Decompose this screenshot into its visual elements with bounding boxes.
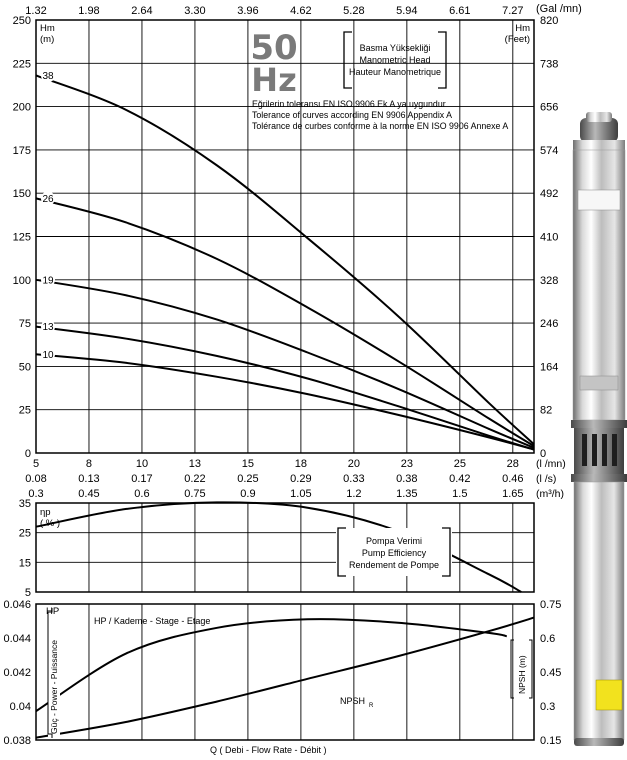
head-ylabel-right-line1: Hm: [515, 23, 530, 34]
head-curve-label-13: 13: [42, 322, 54, 334]
flow-m3h-tick-label: 1.5: [452, 488, 468, 500]
head-right-tick-label: 492: [540, 188, 559, 201]
head-left-tick-label: 200: [12, 101, 31, 114]
head-right-tick-label: 328: [540, 274, 559, 287]
power-left-tick-label: 0.044: [3, 633, 31, 645]
flow-ls-tick-label: 0.38: [396, 473, 418, 485]
head-ylabel-left-line1: Hm: [40, 23, 55, 34]
efficiency-tick-labels: [19, 498, 31, 599]
flow-ls-tick-label: 0.33: [343, 473, 365, 485]
flow-axis-ls-ticks: [25, 473, 523, 485]
flow-ls-tick-label: 0.25: [237, 473, 259, 485]
flow-m3h-tick-label: 1.65: [502, 488, 524, 500]
npsh-right-tick-label: 0.75: [540, 599, 562, 611]
power-left-tick-label: 0.046: [3, 599, 31, 611]
flow-lmin-tick-label: 8: [85, 458, 93, 470]
efficiency-ylabel-line1: ηp: [40, 507, 51, 518]
efficiency-chart-frame: [36, 503, 534, 592]
efficiency-title-line3: Rendement de Pompe: [348, 560, 440, 570]
npsh-curve: [36, 618, 534, 738]
tolerance-line1: Eğrilerin toleransı EN ISO 9906 Ek A ya uygundur: [252, 99, 446, 109]
head-ylabel-left-line2: (m): [40, 34, 55, 45]
flow-ls-tick-label: 0.22: [184, 473, 206, 485]
head-curve-label-38: 38: [42, 70, 54, 82]
flow-axis-lmin-ticks: [33, 458, 519, 470]
flow-ls-tick-label: 0.13: [78, 473, 100, 485]
flow-m3h-tick-label: 0.3: [28, 488, 44, 500]
head-curve-10: [36, 354, 534, 449]
power-npsh-chart: [3, 599, 561, 747]
top-axis-tick-label: 1.32: [25, 5, 47, 17]
pump-collar: [573, 140, 625, 150]
pump-intake-slot: [612, 434, 617, 466]
efficiency-title-line2: Pump Efficiency: [361, 548, 427, 558]
head-left-tick-label: 125: [12, 231, 31, 244]
flow-m3h-tick-label: 0.75: [184, 488, 206, 500]
head-left-tick-label: 150: [12, 188, 31, 201]
flow-ls-tick-label: 0.42: [449, 473, 471, 485]
flow-m3h-tick-label: 1.35: [396, 488, 418, 500]
flow-lmin-tick-label: 15: [241, 458, 255, 470]
pump-nameplate: [578, 190, 620, 210]
top-axis-tick-label: 3.96: [237, 5, 259, 17]
npsh-ylabel-group: [516, 644, 528, 696]
efficiency-tick-label: 35: [18, 498, 31, 510]
head-left-tick-label: 225: [12, 58, 31, 71]
hp-curve-label: HP / Kademe - Stage - Etage: [94, 616, 211, 626]
head-right-tick-label: 820: [540, 15, 559, 27]
efficiency-tick-label: 25: [18, 527, 31, 540]
head-curves: [36, 75, 534, 449]
head-right-tick-label: 656: [540, 101, 559, 114]
flow-axis-m3h-ticks: [28, 488, 523, 500]
head-right-tick-label: 164: [540, 361, 559, 374]
head-curve-labels: [41, 68, 55, 361]
npsh-right-tick-label: 0.45: [540, 667, 562, 679]
top-axis-tick-label: 6.61: [449, 5, 471, 17]
tolerance-line3: Tolérance de curbes conforme à la norme EN ISO 9906 Annexe A: [252, 121, 509, 131]
head-left-tick-label: 100: [12, 274, 31, 287]
npsh-curve-label: NPSH: [340, 696, 366, 706]
top-axis-tick-label: 4.62: [290, 5, 312, 17]
head-curve-label-10: 10: [42, 349, 54, 361]
flow-axis-lmin-label: (l /mn): [536, 458, 566, 470]
frequency-value: 50: [250, 28, 298, 68]
top-axis-tick-label: 5.28: [343, 5, 365, 17]
flow-ls-tick-label: 0.08: [25, 473, 47, 485]
efficiency-ylabel-line2: ( % ): [40, 518, 61, 529]
power-ylabel-rotated: Güç - Power - Puissance: [49, 639, 59, 734]
flow-m3h-tick-label: 0.45: [78, 488, 100, 500]
pump-motor-ring: [571, 474, 627, 482]
top-axis-tick-labels: [25, 5, 523, 17]
head-curve-26: [36, 198, 534, 446]
power-left-tick-label: 0.038: [3, 735, 31, 747]
pump-intake-slot: [602, 434, 607, 466]
flow-lmin-tick-label: 28: [506, 458, 519, 470]
top-axis-tick-label: 3.30: [184, 5, 206, 17]
power-ylabel-hp: HP: [46, 606, 60, 617]
efficiency-grid: [36, 503, 534, 592]
head-curve-13: [36, 327, 534, 450]
flow-lmin-tick-label: 18: [294, 458, 308, 470]
pump-intake-slot: [582, 434, 587, 466]
flow-m3h-tick-label: 1.2: [346, 488, 362, 500]
pump-warning-label: [596, 680, 622, 710]
efficiency-tick-label: 15: [18, 557, 31, 570]
flow-rate-xlabel: Q ( Debi - Flow Rate - Débit ): [210, 745, 327, 755]
head-right-tick-label: 0: [540, 448, 547, 460]
head-curve-label-19: 19: [42, 275, 54, 287]
power-left-tick-labels: [3, 599, 31, 747]
frequency-unit: Hz: [251, 61, 297, 99]
npsh-right-tick-label: 0.6: [540, 633, 556, 645]
flow-lmin-tick-label: 20: [347, 458, 360, 470]
efficiency-chart: [19, 498, 534, 599]
flow-axis-ls-label: (l /s): [536, 473, 557, 485]
pump-made-in-plate: [580, 376, 618, 390]
flow-m3h-tick-label: 0.6: [134, 488, 150, 500]
head-right-tick-labels: [540, 15, 558, 460]
flow-ls-tick-label: 0.46: [502, 473, 524, 485]
head-chart: [13, 3, 582, 460]
power-left-tick-label: 0.04: [9, 701, 31, 713]
flow-ls-tick-label: 0.29: [290, 473, 312, 485]
pump-outlet: [586, 112, 612, 122]
pump-bottom-cap: [574, 738, 624, 746]
efficiency-tick-label: 5: [24, 587, 31, 599]
head-left-tick-label: 75: [18, 318, 31, 331]
head-right-tick-label: 82: [540, 404, 553, 417]
head-title-line2: Manometric Head: [359, 55, 431, 65]
head-right-tick-label: 410: [540, 231, 559, 244]
npsh-right-tick-label: 0.3: [540, 701, 556, 713]
top-axis-label: (Gal /mn): [536, 3, 582, 15]
head-left-tick-label: 175: [12, 144, 31, 157]
npsh-right-tick-labels: [540, 599, 561, 747]
flow-m3h-tick-label: 1.05: [290, 488, 312, 500]
flow-axis-m3h-label: (m³/h): [536, 488, 564, 500]
head-left-tick-label: 50: [18, 361, 31, 374]
efficiency-title-line1: Pompa Verimi: [365, 536, 423, 546]
power-left-tick-label: 0.042: [3, 667, 31, 679]
tolerance-line2: Tolerance of curves according EN 9906 Appendix A: [252, 110, 453, 120]
head-curve-19: [36, 280, 534, 448]
head-left-tick-labels: [13, 15, 31, 460]
head-curve-label-26: 26: [42, 193, 54, 205]
head-left-tick-label: 250: [12, 15, 31, 27]
head-right-tick-label: 246: [540, 318, 559, 331]
flow-lmin-tick-label: 23: [400, 458, 413, 470]
submersible-pump-photo: [571, 112, 627, 746]
head-right-tick-label: 738: [540, 58, 559, 71]
top-axis-tick-label: 5.94: [396, 5, 418, 17]
flow-lmin-tick-label: 10: [135, 458, 149, 470]
head-right-tick-label: 574: [540, 144, 559, 157]
flow-m3h-tick-label: 0.9: [240, 488, 256, 500]
top-axis-tick-label: 1.98: [78, 5, 100, 17]
flow-lmin-tick-label: 5: [32, 458, 40, 470]
head-title-line1: Basma Yüksekliği: [359, 43, 431, 53]
npsh-right-tick-label: 0.15: [540, 735, 562, 747]
pump-intake-slot: [592, 434, 597, 466]
power-ylabel-rotated-group: [48, 623, 60, 738]
head-title-line3: Hauteur Manometrique: [348, 67, 442, 77]
npsh-curve-label-sub: R: [369, 703, 374, 709]
top-axis-tick-label: 7.27: [502, 5, 524, 17]
head-ylabel-right-line2: (Feet): [504, 34, 530, 45]
flow-lmin-tick-label: 25: [453, 458, 466, 470]
npsh-ylabel: NPSH (m): [517, 655, 527, 694]
flow-lmin-tick-label: 13: [188, 458, 202, 470]
flow-ls-tick-label: 0.17: [131, 473, 153, 485]
head-left-tick-label: 25: [18, 404, 31, 417]
top-axis-tick-label: 2.64: [131, 5, 153, 17]
hp-curve: [36, 619, 507, 711]
pump-coupling-ring: [571, 420, 627, 428]
head-left-tick-label: 0: [24, 448, 31, 460]
